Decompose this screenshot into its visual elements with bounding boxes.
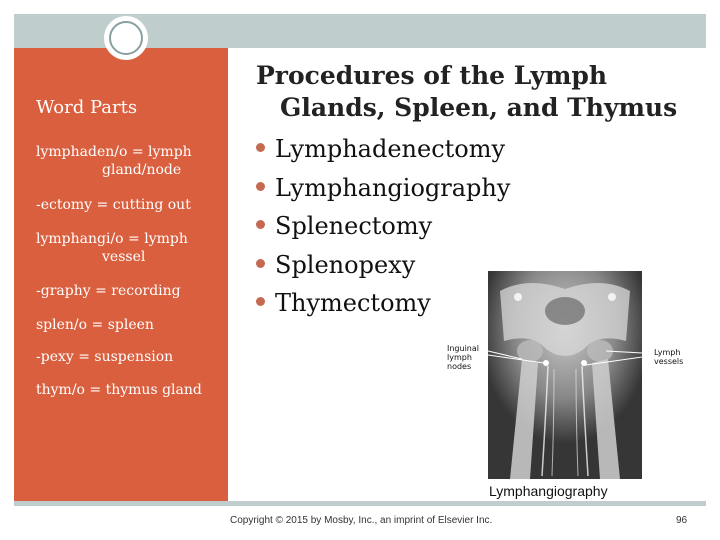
bullet-icon: [256, 297, 265, 306]
inguinal-nodes-label: Inguinal lymph nodes: [447, 344, 479, 371]
word-part-item: [36, 316, 154, 334]
word-part-item: [36, 381, 202, 399]
circle-ring-icon: [109, 21, 143, 55]
word-part-line: lymphangi/o = lymph: [36, 231, 188, 247]
slide-title: [256, 60, 696, 124]
page-number: 96: [676, 515, 688, 526]
word-part-line: -pexy = suspension: [36, 349, 174, 365]
word-part-item: [36, 230, 188, 266]
circle-logo-icon: [104, 16, 148, 60]
bullet-icon: [256, 182, 265, 191]
list-item-label: Lymphadenectomy: [275, 135, 506, 163]
word-parts-title: Word Parts: [36, 97, 138, 118]
word-part-line-continued: vessel: [102, 249, 146, 265]
word-part-item: [36, 348, 173, 366]
word-part-line: -graphy = recording: [36, 283, 181, 299]
bullet-icon: [256, 143, 265, 152]
word-part-item: [36, 143, 192, 179]
bullet-icon: [256, 220, 265, 229]
figure-caption: Lymphangiography: [489, 483, 608, 499]
list-item-label: Lymphangiography: [275, 173, 511, 202]
list-item: [256, 171, 556, 210]
word-part-line: lymphaden/o = lymph: [36, 144, 192, 160]
list-item: [256, 209, 556, 248]
word-part-item: [36, 282, 181, 300]
copyright-footer: Copyright © 2015 by Mosby, Inc., an imprint of Elsevier Inc.: [230, 515, 493, 526]
bottom-divider: [14, 501, 706, 506]
word-part-line: -ectomy = cutting out: [36, 197, 191, 213]
slide-title-line2: Glands, Spleen, and Thymus: [280, 93, 678, 122]
list-item-label: Thymectomy: [275, 289, 431, 317]
list-item-label: Splenopexy: [275, 250, 416, 279]
bullet-icon: [256, 259, 265, 268]
list-item-label: Splenectomy: [275, 212, 433, 240]
word-part-item: [36, 196, 191, 214]
word-part-line: thym/o = thymus gland: [36, 382, 202, 398]
word-part-line: splen/o = spleen: [36, 317, 154, 333]
slide-title-line1: Procedures of the Lymph: [256, 61, 608, 90]
lymphangiography-xray-image: [488, 271, 642, 479]
list-item: [256, 132, 556, 171]
word-part-line-continued: gland/node: [102, 162, 182, 178]
lymph-vessels-label: Lymph vessels: [654, 348, 684, 366]
